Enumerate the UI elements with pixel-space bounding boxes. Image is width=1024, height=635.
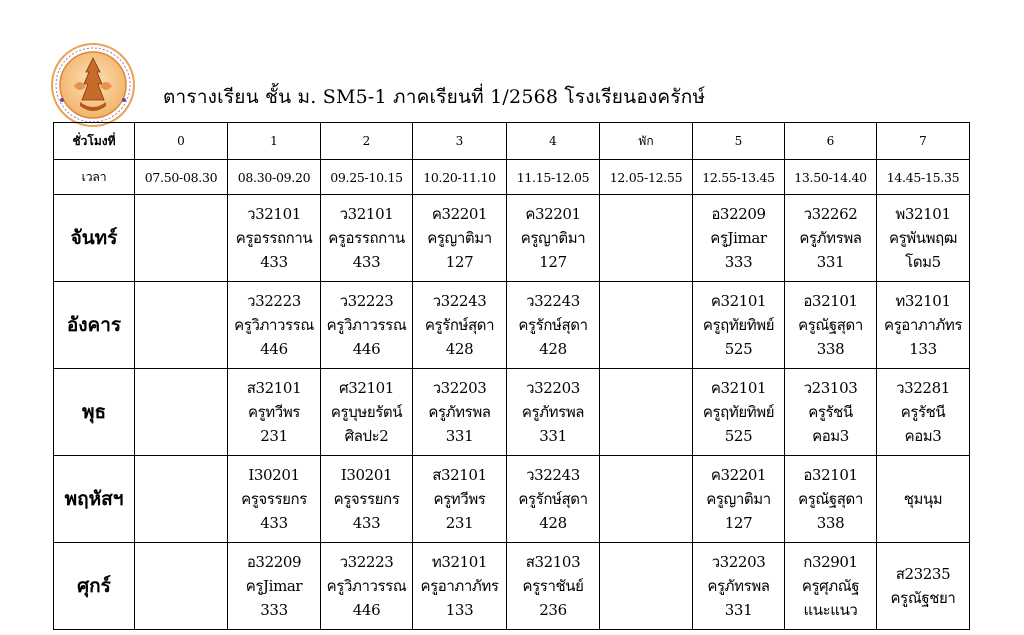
teacher-name: ครูรักษ์สุดา bbox=[518, 490, 588, 508]
period-number: 1 bbox=[228, 123, 321, 160]
time-header-row bbox=[54, 160, 970, 195]
timetable bbox=[53, 122, 970, 630]
room: 133 bbox=[445, 601, 474, 619]
room: โดม5 bbox=[905, 253, 941, 271]
class-cell bbox=[228, 195, 321, 282]
room: 127 bbox=[724, 514, 753, 532]
room: 231 bbox=[260, 427, 288, 445]
teacher-name: ครูอรรถกาน bbox=[328, 229, 405, 247]
room: 331 bbox=[816, 253, 845, 271]
day-row bbox=[54, 195, 970, 282]
class-cell bbox=[600, 282, 693, 369]
teacher-name: ครูภัทรพล bbox=[799, 229, 862, 247]
period-number: พัก bbox=[600, 123, 693, 160]
room: 525 bbox=[724, 427, 753, 445]
teacher-name: ครูญาติมา bbox=[706, 490, 771, 508]
course-code: ว23103 bbox=[803, 379, 858, 397]
class-cell bbox=[507, 456, 600, 543]
day-name: ศุกร์ bbox=[54, 543, 135, 630]
time-slot: 09.25-10.15 bbox=[321, 160, 413, 195]
class-cell bbox=[135, 456, 228, 543]
time-slot: 14.45-15.35 bbox=[877, 160, 970, 195]
class-cell bbox=[413, 456, 507, 543]
course-code: ว32243 bbox=[526, 466, 580, 484]
teacher-name: ครูจรรยกร bbox=[333, 490, 400, 508]
class-cell bbox=[785, 282, 877, 369]
class-cell bbox=[413, 543, 507, 630]
class-cell bbox=[600, 369, 693, 456]
room: 133 bbox=[909, 340, 937, 358]
room: คอม3 bbox=[812, 427, 849, 445]
course-code: ส32103 bbox=[525, 553, 581, 571]
room: 433 bbox=[260, 253, 288, 271]
room: 333 bbox=[724, 253, 753, 271]
course-code: ว32101 bbox=[247, 205, 301, 223]
day-row bbox=[54, 282, 970, 369]
course-code: ว32281 bbox=[896, 379, 950, 397]
school-seal-icon bbox=[50, 42, 136, 128]
room: 446 bbox=[260, 340, 288, 358]
teacher-name: ครูอาภาภัทร bbox=[883, 316, 963, 334]
course-code: ค32201 bbox=[431, 205, 488, 223]
class-cell bbox=[877, 456, 970, 543]
course-code: ส23235 bbox=[895, 565, 951, 583]
class-cell bbox=[135, 195, 228, 282]
teacher-name: ครูภัทรพล bbox=[521, 403, 585, 421]
class-cell bbox=[321, 195, 413, 282]
time-slot: 07.50-08.30 bbox=[135, 160, 228, 195]
room: 127 bbox=[445, 253, 474, 271]
time-header-label: เวลา bbox=[54, 160, 135, 195]
class-cell bbox=[877, 195, 970, 282]
class-cell bbox=[413, 369, 507, 456]
course-code: ค32101 bbox=[710, 379, 767, 397]
teacher-name: ครูทวีพร bbox=[248, 403, 300, 421]
room: คอม3 bbox=[904, 427, 942, 445]
class-cell bbox=[877, 543, 970, 630]
course-code: พ32101 bbox=[895, 205, 951, 223]
class-cell bbox=[785, 195, 877, 282]
teacher-name: ครูภัทรพล bbox=[428, 403, 491, 421]
period-number: 2 bbox=[321, 123, 413, 160]
course-code: ท32101 bbox=[895, 292, 951, 310]
course-code: ก32901 bbox=[803, 553, 858, 571]
class-cell bbox=[600, 195, 693, 282]
class-cell bbox=[228, 282, 321, 369]
room: 231 bbox=[445, 514, 474, 532]
day-row bbox=[54, 543, 970, 630]
course-code: อ32101 bbox=[803, 292, 858, 310]
time-slot: 13.50-14.40 bbox=[785, 160, 877, 195]
class-cell bbox=[135, 282, 228, 369]
class-cell bbox=[507, 369, 600, 456]
room: 338 bbox=[816, 514, 845, 532]
time-slot: 11.15-12.05 bbox=[507, 160, 600, 195]
teacher-name: ครูรัชนี bbox=[900, 403, 946, 421]
course-code: อ32209 bbox=[711, 205, 766, 223]
course-code: ส32101 bbox=[246, 379, 302, 397]
room: 433 bbox=[352, 253, 381, 271]
room: 428 bbox=[445, 340, 474, 358]
course-code: ส32101 bbox=[432, 466, 487, 484]
time-slot: 10.20-11.10 bbox=[413, 160, 507, 195]
period-number: 4 bbox=[507, 123, 600, 160]
teacher-name: ครูรักษ์สุดา bbox=[518, 316, 588, 334]
teacher-name: ครูJimar bbox=[245, 577, 303, 595]
period-number: 0 bbox=[135, 123, 228, 160]
teacher-name: ครูฤทัยทิพย์ bbox=[702, 316, 775, 334]
time-slot: 12.55-13.45 bbox=[693, 160, 785, 195]
day-row bbox=[54, 456, 970, 543]
class-cell bbox=[413, 282, 507, 369]
teacher-name: ครูบุษยรัตน์ bbox=[330, 403, 403, 421]
teacher-name: ครูศุภณัฐ bbox=[801, 577, 860, 595]
course-code: I30201 bbox=[248, 466, 300, 484]
course-code: ว32203 bbox=[432, 379, 487, 397]
period-number: 5 bbox=[693, 123, 785, 160]
course-code: อ32101 bbox=[803, 466, 858, 484]
course-code: ว32243 bbox=[526, 292, 580, 310]
course-code: ว32223 bbox=[339, 553, 394, 571]
room: 331 bbox=[724, 601, 753, 619]
day-name: จันทร์ bbox=[54, 195, 135, 282]
room: 428 bbox=[539, 514, 567, 532]
class-cell bbox=[785, 369, 877, 456]
teacher-name: ครูญาติมา bbox=[520, 229, 586, 247]
room: แนะแนว bbox=[803, 601, 858, 619]
time-slot: 08.30-09.20 bbox=[228, 160, 321, 195]
class-cell bbox=[877, 369, 970, 456]
class-cell bbox=[413, 195, 507, 282]
course-code: ว32223 bbox=[247, 292, 301, 310]
teacher-name: ครูญาติมา bbox=[427, 229, 492, 247]
teacher-name: ครูทวีพร bbox=[433, 490, 486, 508]
class-cell bbox=[600, 456, 693, 543]
day-name: อังคาร bbox=[54, 282, 135, 369]
page-title: ตารางเรียน ชั้น ม. SM5-1 ภาคเรียนที่ 1/2568 โรงเรียนองครักษ์ bbox=[163, 86, 706, 108]
room: 525 bbox=[724, 340, 753, 358]
course-code: ค32101 bbox=[710, 292, 767, 310]
room: 127 bbox=[539, 253, 567, 271]
class-cell bbox=[693, 195, 785, 282]
day-name: พฤหัสฯ bbox=[54, 456, 135, 543]
room: 433 bbox=[260, 514, 288, 532]
course-code: ค32201 bbox=[525, 205, 581, 223]
teacher-name: ครูรักษ์สุดา bbox=[424, 316, 495, 334]
teacher-name: ครูณัฐชยา bbox=[890, 589, 956, 607]
teacher-name: ครูรัชนี bbox=[808, 403, 853, 421]
class-cell bbox=[785, 456, 877, 543]
class-cell bbox=[785, 543, 877, 630]
course-code: ว32243 bbox=[432, 292, 487, 310]
teacher-name: ครูภัทรพล bbox=[707, 577, 770, 595]
room: 446 bbox=[352, 601, 381, 619]
period-number: 7 bbox=[877, 123, 970, 160]
class-cell bbox=[507, 543, 600, 630]
class-cell bbox=[135, 543, 228, 630]
teacher-name: ครูJimar bbox=[710, 229, 767, 247]
room: 338 bbox=[816, 340, 845, 358]
class-cell bbox=[321, 456, 413, 543]
room: 333 bbox=[260, 601, 288, 619]
teacher-name: ครูวิภาวรรณ bbox=[326, 577, 407, 595]
course-code: ว32262 bbox=[803, 205, 858, 223]
room: ศิลปะ2 bbox=[344, 427, 389, 445]
day-name: พุธ bbox=[54, 369, 135, 456]
room: 331 bbox=[445, 427, 474, 445]
class-cell bbox=[321, 369, 413, 456]
class-cell bbox=[693, 543, 785, 630]
class-cell bbox=[321, 282, 413, 369]
room: 428 bbox=[539, 340, 567, 358]
teacher-name: ครูฤทัยทิพย์ bbox=[702, 403, 775, 421]
class-cell bbox=[135, 369, 228, 456]
room: 446 bbox=[352, 340, 381, 358]
day-row bbox=[54, 369, 970, 456]
teacher-name: ครูอาภาภัทร bbox=[420, 577, 499, 595]
course-code: ท32101 bbox=[431, 553, 488, 571]
class-cell bbox=[693, 282, 785, 369]
class-cell bbox=[693, 456, 785, 543]
period-number: 6 bbox=[785, 123, 877, 160]
course-code: ว32203 bbox=[711, 553, 766, 571]
class-cell bbox=[877, 282, 970, 369]
class-cell bbox=[228, 456, 321, 543]
room: 331 bbox=[539, 427, 567, 445]
course-code: ค32201 bbox=[710, 466, 767, 484]
period-number: 3 bbox=[413, 123, 507, 160]
course-code: ชุมนุม bbox=[903, 490, 943, 508]
teacher-name: ครูวิภาวรรณ bbox=[234, 316, 314, 334]
class-cell bbox=[228, 543, 321, 630]
teacher-name: ครูจรรยกร bbox=[241, 490, 307, 508]
teacher-name: ครูราชันย์ bbox=[522, 577, 584, 595]
course-code: ว32223 bbox=[339, 292, 394, 310]
course-code: อ32209 bbox=[246, 553, 302, 571]
period-header-label: ชั่วโมงที่ bbox=[54, 123, 135, 160]
room: 236 bbox=[539, 601, 567, 619]
teacher-name: ครูพันพฤฒ bbox=[889, 229, 957, 247]
course-code: ว32203 bbox=[526, 379, 580, 397]
class-cell bbox=[693, 369, 785, 456]
course-code: I30201 bbox=[340, 466, 393, 484]
teacher-name: ครูณัฐสุดา bbox=[798, 490, 863, 508]
class-cell bbox=[507, 195, 600, 282]
course-code: ว32101 bbox=[339, 205, 394, 223]
period-header-row bbox=[54, 123, 970, 160]
room: 433 bbox=[352, 514, 381, 532]
class-cell bbox=[321, 543, 413, 630]
class-cell bbox=[507, 282, 600, 369]
teacher-name: ครูอรรถกาน bbox=[235, 229, 313, 247]
course-code: ศ32101 bbox=[339, 379, 394, 397]
class-cell bbox=[600, 543, 693, 630]
time-slot: 12.05-12.55 bbox=[600, 160, 693, 195]
teacher-name: ครูณัฐสุดา bbox=[798, 316, 863, 334]
class-cell bbox=[228, 369, 321, 456]
teacher-name: ครูวิภาวรรณ bbox=[326, 316, 407, 334]
